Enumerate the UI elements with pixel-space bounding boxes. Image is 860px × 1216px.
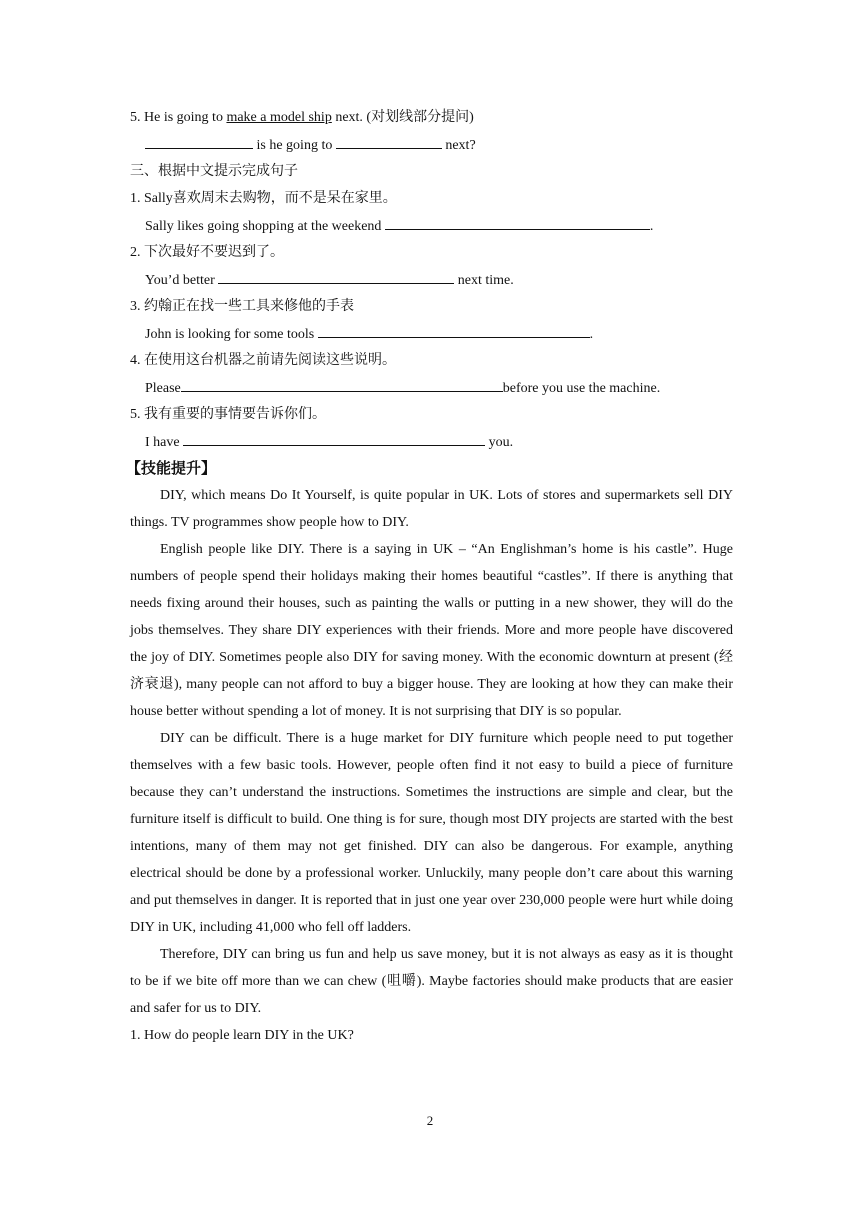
answer-blank[interactable] xyxy=(183,428,485,446)
rewrite-item-5-answer: is he going to next? xyxy=(130,131,733,158)
section-3-item-5-en: I have you. xyxy=(130,428,733,455)
section-3-item-4-cn: 4. 在使用这台机器之前请先阅读这些说明。 xyxy=(130,353,396,368)
section-3-item-2-en: You’d better next time. xyxy=(130,266,733,293)
answer-blank[interactable] xyxy=(385,212,650,230)
section-3-item-4-en: Please before you use the machine. xyxy=(130,374,733,401)
page-number: 2 xyxy=(426,1113,434,1128)
section-3-item-3-en: John is looking for some tools . xyxy=(130,320,733,347)
answer-blank[interactable] xyxy=(145,131,253,149)
rewrite-item-5: 5. He is going to make a model ship next. (对划线部分提问) xyxy=(130,110,474,125)
section-3-item-2-cn: 2. 下次最好不要迟到了。 xyxy=(130,245,284,260)
passage-paragraph-1: DIY, which means Do It Yourself, is quite popular in UK. Lots of stores and supermarkets sell DIY things. TV programmes show people how to DIY. xyxy=(130,488,733,530)
section-3-item-1-cn: 1. Sally喜欢周末去购物，而不是呆在家里。 xyxy=(130,191,397,206)
underlined-phrase: make a model ship xyxy=(226,110,332,125)
answer-blank[interactable] xyxy=(318,320,590,338)
document-page xyxy=(126,104,733,1049)
section-3-item-5-cn: 5. 我有重要的事情要告诉你们。 xyxy=(130,407,326,422)
skills-heading: 【技能提升】 xyxy=(126,459,217,477)
question-1: 1. How do people learn DIY in the UK? xyxy=(130,1028,354,1043)
answer-blank[interactable] xyxy=(181,374,503,392)
section-3-item-1-en: Sally likes going shopping at the weekend . xyxy=(130,212,733,239)
answer-blank[interactable] xyxy=(218,266,454,284)
passage-paragraph-4: Therefore, DIY can bring us fun and help us save money, but it is not always as easy as it is thought to be if we bite off more than we can chew (咀嚼). Maybe factories should make products that are easier and safer for us to DIY. xyxy=(130,947,733,1016)
section-3-item-3-cn: 3. 约翰正在找一些工具来修他的手表 xyxy=(130,299,354,314)
passage-paragraph-3: DIY can be difficult. There is a huge market for DIY furniture which people need to put together themselves with a few basic tools. However, people often find it not easy to build a piece of furniture because they can’t understand the instructions. Sometimes the instructions are simple and clear, but the furniture itself is difficult to build. One thing is for sure, though most DIY projects are started with the best intentions, many of them may not get finished. DIY can also be dangerous. For example, anything electrical should be done by a professional worker. Unluckily, many people don’t care about this warning and put themselves in danger. It is reported that in just one year over 230,000 people were hurt while doing DIY in UK, including 41,000 who fell off ladders. xyxy=(130,731,733,935)
passage-paragraph-2: English people like DIY. There is a saying in UK – “An Englishman’s home is his castle”. Huge numbers of people spend their holidays making their homes beautiful “castles”. If there is anything that needs fixing around their houses, such as painting the walls or putting in a new shower, they will do the jobs themselves. They share DIY experiences with their friends. More and more people have discovered the joy of DIY. Sometimes people also DIY for saving money. With the economic downturn at present (经济衰退), many people can not afford to buy a bigger house. They are looking at how they can make their house better without spending a lot of money. It is not surprising that DIY is so popular. xyxy=(130,542,733,719)
reading-passage xyxy=(130,482,733,1022)
section-3-title: 三、根据中文提示完成句子 xyxy=(130,164,298,179)
answer-blank[interactable] xyxy=(336,131,442,149)
